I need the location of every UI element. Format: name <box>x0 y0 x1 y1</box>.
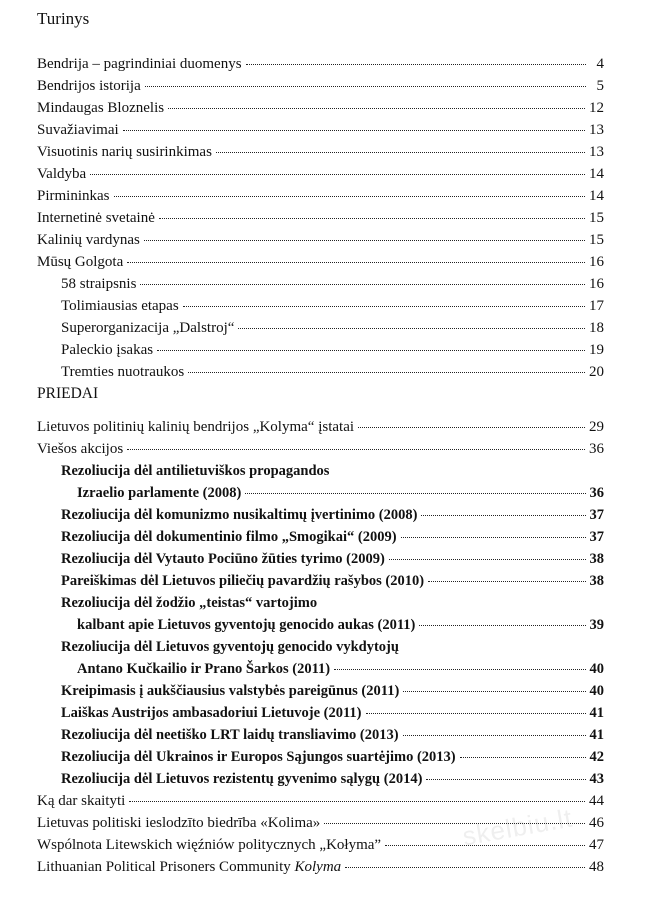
toc-entry-title: Tolimiausias etapas <box>61 298 179 314</box>
toc-entry[interactable] <box>37 482 604 504</box>
dot-leader <box>428 581 585 582</box>
toc-entry-title: Wspólnota Litewskich więźniów politycznych „Kołyma” <box>37 837 382 853</box>
toc-entry[interactable] <box>37 614 604 636</box>
toc-page-number: 15 <box>589 210 604 226</box>
toc-entry-title: Bendrijos istorija <box>37 78 141 94</box>
dot-leader <box>238 328 585 329</box>
dot-leader <box>114 196 585 197</box>
toc-entry[interactable] <box>37 702 604 724</box>
dot-leader <box>246 64 586 65</box>
toc-page-number: 20 <box>589 364 604 380</box>
toc-entry-title: Rezoliucija dėl Lietuvos rezistentų gyvenimo sąlygų (2014) <box>61 771 423 787</box>
toc-page-number: 16 <box>589 276 604 292</box>
toc-page-number: 39 <box>589 617 604 633</box>
toc-entry[interactable] <box>37 229 604 251</box>
toc-entry[interactable] <box>37 251 604 273</box>
toc-entry[interactable] <box>37 504 604 526</box>
toc-entry-title: Paleckio įsakas <box>61 342 154 358</box>
toc-page-number: 42 <box>589 749 604 765</box>
toc-entry[interactable] <box>37 658 604 680</box>
toc-entry[interactable] <box>37 460 604 482</box>
toc-entry-title: Visuotinis narių susirinkimas <box>37 144 212 160</box>
toc-entry[interactable] <box>37 768 604 790</box>
toc-entry[interactable] <box>37 185 604 207</box>
toc-page-number: 36 <box>589 485 604 501</box>
toc-entry-title: Bendrija – pagrindiniai duomenys <box>37 56 242 72</box>
toc-page-number: 29 <box>589 419 604 435</box>
toc-page-number: 19 <box>589 342 604 358</box>
toc-entry-title: Izraelio parlamente (2008) <box>77 485 242 501</box>
dot-leader <box>401 537 586 538</box>
toc-entry-title: Internetinė svetainė <box>37 210 155 226</box>
dot-leader <box>334 669 585 670</box>
dot-leader <box>426 779 585 780</box>
toc-entry-title: Rezoliucija dėl žodžio „teistas“ vartojimo <box>61 595 318 611</box>
toc-page-number: 44 <box>589 793 604 809</box>
toc-entry-title: Tremties nuotraukos <box>61 364 185 380</box>
toc-entry-title: Superorganizacija „Dalstroj“ <box>61 320 235 336</box>
dot-leader <box>403 735 586 736</box>
toc-entry-title: Viešos akcijos <box>37 441 124 457</box>
toc-entry-title: Rezoliucija dėl antilietuviškos propagandos <box>61 463 330 479</box>
toc-page-number: 14 <box>589 166 604 182</box>
dot-leader <box>460 757 586 758</box>
dot-leader <box>127 262 585 263</box>
toc-page-number: 41 <box>589 705 604 721</box>
toc-page-number: 43 <box>589 771 604 787</box>
toc-page-number: 36 <box>589 441 604 457</box>
dot-leader <box>403 691 585 692</box>
page-title: Turinys <box>37 9 90 28</box>
toc-entry[interactable] <box>37 636 604 658</box>
dot-leader <box>188 372 585 373</box>
toc-page-number: 38 <box>589 573 604 589</box>
toc-entry-title: Antano Kučkailio ir Prano Šarkos (2011) <box>77 661 331 677</box>
appendix-contents <box>37 416 604 878</box>
toc-page-number: 46 <box>589 815 604 831</box>
toc-entry[interactable] <box>37 592 604 614</box>
table-of-contents <box>37 53 604 383</box>
toc-entry-title: Rezoliucija dėl Lietuvos gyventojų genocido vykdytojų <box>61 639 399 655</box>
toc-entry-title-italic: Kolyma <box>294 859 342 875</box>
toc-entry[interactable] <box>37 97 604 119</box>
dot-leader <box>419 625 585 626</box>
toc-entry[interactable] <box>37 790 604 812</box>
toc-entry-title: Rezoliucija dėl Vytauto Pociūno žūties tyrimo (2009) <box>61 551 385 567</box>
toc-entry[interactable] <box>37 163 604 185</box>
toc-entry[interactable] <box>37 680 604 702</box>
toc-entry[interactable] <box>37 570 604 592</box>
dot-leader <box>345 867 585 868</box>
toc-page-number: 48 <box>589 859 604 875</box>
dot-leader <box>168 108 585 109</box>
toc-entry-title: Rezoliucija dėl dokumentinio filmo „Smogikai“ (2009) <box>61 529 397 545</box>
dot-leader <box>144 240 585 241</box>
toc-page-number: 40 <box>589 683 604 699</box>
toc-page-number: 15 <box>589 232 604 248</box>
toc-entry-title: Ką dar skaityti <box>37 793 126 809</box>
section-title: PRIEDAI <box>37 385 99 402</box>
toc-entry[interactable] <box>37 317 604 339</box>
toc-page-number: 40 <box>589 661 604 677</box>
toc-entry-title: Laiškas Austrijos ambasadoriui Lietuvoje (2011) <box>61 705 362 721</box>
toc-entry-title: Pirmininkas <box>37 188 110 204</box>
watermark: skelbiu.lt <box>460 802 575 852</box>
toc-entry[interactable] <box>37 724 604 746</box>
toc-page-number: 47 <box>589 837 604 853</box>
dot-leader <box>129 801 585 802</box>
dot-leader <box>123 130 585 131</box>
toc-page-number: 17 <box>589 298 604 314</box>
toc-entry-title: Suvažiavimai <box>37 122 119 138</box>
toc-page-number: 37 <box>589 529 604 545</box>
toc-entry-title: Rezoliucija dėl komunizmo nusikaltimų įvertinimo (2008) <box>61 507 418 523</box>
dot-leader <box>358 427 585 428</box>
toc-entry[interactable] <box>37 746 604 768</box>
toc-entry-title: kalbant apie Lietuvos gyventojų genocido aukas (2011) <box>77 617 416 633</box>
toc-entry[interactable] <box>37 207 604 229</box>
toc-page-number: 14 <box>589 188 604 204</box>
toc-entry[interactable] <box>37 273 604 295</box>
toc-entry-title: Rezoliucija dėl Ukrainos ir Europos Sąjungos suartėjimo (2013) <box>61 749 456 765</box>
toc-page-number: 18 <box>589 320 604 336</box>
toc-entry[interactable] <box>37 119 604 141</box>
dot-leader <box>216 152 585 153</box>
toc-entry[interactable] <box>37 526 604 548</box>
toc-entry[interactable] <box>37 295 604 317</box>
toc-entry-title: Kalinių vardynas <box>37 232 140 248</box>
toc-entry-title: Mūsų Golgota <box>37 254 124 270</box>
dot-leader <box>140 284 585 285</box>
toc-page-number: 4 <box>596 56 604 72</box>
dot-leader <box>159 218 585 219</box>
toc-entry[interactable] <box>37 548 604 570</box>
toc-entry[interactable] <box>37 438 604 460</box>
toc-entry[interactable] <box>37 53 604 75</box>
toc-entry[interactable] <box>37 416 604 438</box>
toc-entry-title: Rezoliucija dėl neetiško LRT laidų transliavimo (2013) <box>61 727 399 743</box>
dot-leader <box>90 174 585 175</box>
dot-leader <box>366 713 586 714</box>
toc-entry[interactable] <box>37 856 604 878</box>
toc-page-number: 41 <box>589 727 604 743</box>
dot-leader <box>145 86 586 87</box>
toc-entry-title: 58 straipsnis <box>61 276 137 292</box>
toc-entry[interactable] <box>37 361 604 383</box>
toc-entry[interactable] <box>37 75 604 97</box>
toc-page-number: 16 <box>589 254 604 270</box>
toc-entry-title: Mindaugas Bloznelis <box>37 100 165 116</box>
toc-page-number: 38 <box>589 551 604 567</box>
dot-leader <box>389 559 586 560</box>
dot-leader <box>183 306 585 307</box>
toc-entry-title: Lietuvos politinių kalinių bendrijos „Kolyma“ įstatai <box>37 419 355 435</box>
toc-entry-title: Kreipimasis į aukščiausius valstybės pareigūnus (2011) <box>61 683 400 699</box>
dot-leader <box>245 493 585 494</box>
toc-entry-title: Lithuanian Political Prisoners Community Kolyma <box>37 859 342 875</box>
toc-entry[interactable] <box>37 141 604 163</box>
toc-entry-title: Pareiškimas dėl Lietuvos piliečių pavardžių rašybos (2010) <box>61 573 425 589</box>
dot-leader <box>421 515 585 516</box>
toc-page-number: 13 <box>589 122 604 138</box>
dot-leader <box>157 350 585 351</box>
toc-entry[interactable] <box>37 339 604 361</box>
dot-leader <box>127 449 585 450</box>
toc-page-number: 5 <box>596 78 604 94</box>
toc-entry-title: Valdyba <box>37 166 87 182</box>
toc-page-number: 37 <box>589 507 604 523</box>
toc-entry-title: Lietuvas politiski ieslodzīto biedrība «Kolima» <box>37 815 321 831</box>
toc-page-number: 12 <box>589 100 604 116</box>
toc-page-number: 13 <box>589 144 604 160</box>
